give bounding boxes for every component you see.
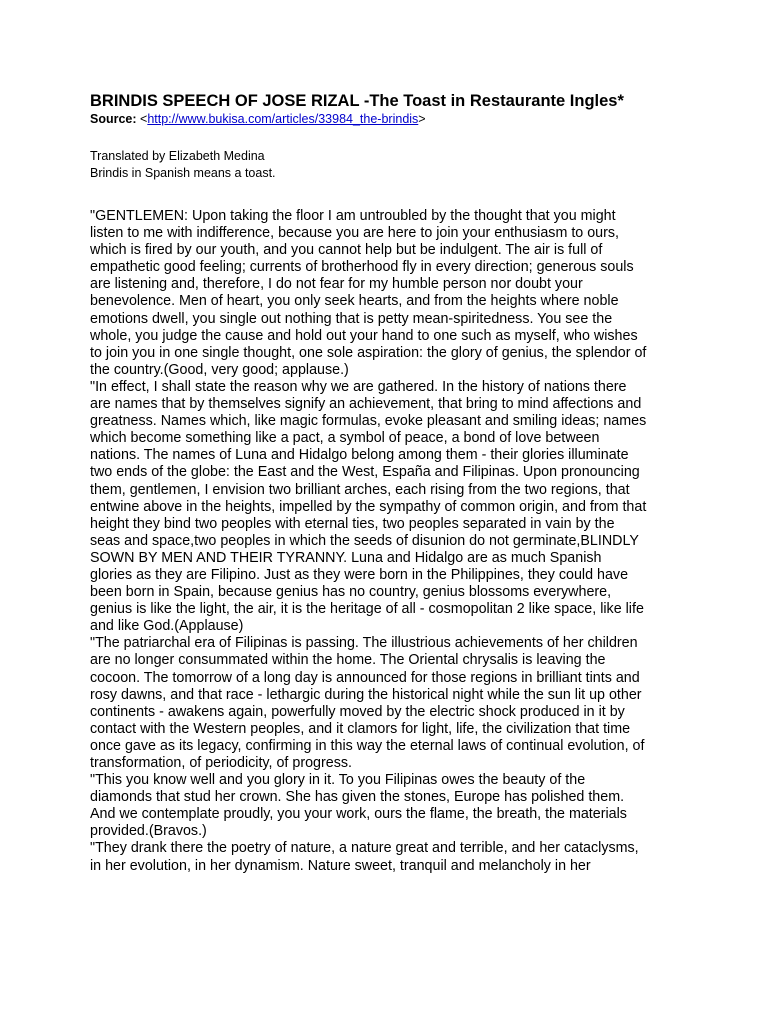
speech-line: the country.(Good, very good; applause.) (90, 361, 349, 378)
speech-line: in her evolution, in her dynamism. Nature sweet, tranquil and melancholy in her (90, 857, 591, 874)
translator-credit: Translated by Elizabeth Medina (90, 149, 265, 163)
speech-line: cocoon. The tomorrow of a long day is announced for those regions in brilliant tints and (90, 669, 640, 686)
speech-line: greatness. Names which, like magic formulas, evoke pleasant and smiling ideas; names (90, 413, 647, 430)
speech-line: empathetic good feeling; currents of brotherhood fly in every direction; generous souls (90, 259, 634, 276)
speech-line: "GENTLEMEN: Upon taking the floor I am untroubled by the thought that you might (90, 208, 616, 224)
speech-line: And we contemplate proudly, you your work, ours the flame, the breath, the materials (90, 806, 627, 823)
document-page (90, 91, 690, 875)
speech-line: seas and space,two peoples in which the seeds of disunion do not germinate,BLINDLY (90, 532, 639, 549)
speech-line: provided.(Bravos.) (90, 823, 207, 840)
source-label: Source: (90, 112, 137, 126)
speech-line: rosy dawns, and that race - lethargic during the historical night while the sun lit up other (90, 686, 642, 703)
speech-line: are no longer consummated within the home. The Oriental chrysalis is leaving the (90, 652, 606, 669)
speech-line: which is fired by our youth, and you cannot help but be indulgent. The air is full of (90, 242, 603, 259)
speech-line: "The patriarchal era of Filipinas is passing. The illustrious achievements of her children (90, 635, 638, 652)
speech-line: listen to me with indifference, because you are here to join your enthusiasm to ours, (90, 225, 620, 242)
speech-line: "They drank there the poetry of nature, a nature great and terrible, and her cataclysms, (90, 840, 639, 857)
speech-line: glories as they are Filipino. Just as they were born in the Philippines, they could have (90, 566, 629, 583)
speech-line: height they bind two peoples with eternal ties, two peoples separated in vain by the (90, 515, 615, 532)
speech-line: are listening and, therefore, I do not fear for my humble person nor doubt your (90, 276, 583, 293)
speech-body (90, 208, 682, 875)
speech-line: and like God.(Applause) (90, 618, 244, 635)
speech-line: "In effect, I shall state the reason why we are gathered. In the history of nations there (90, 378, 627, 395)
speech-line: diamonds that stud her crown. She has given the stones, Europe has polished them. (90, 789, 625, 806)
speech-line: which become something like a pact, a symbol of peace, a bond of love between (90, 430, 600, 447)
source-open-bracket: < (136, 112, 148, 126)
speech-line: been born in Spain, because genius has no country, genius blossoms everywhere, (90, 584, 612, 601)
speech-line: two ends of the globe: the East and the West, España and Filipinas. Upon pronouncing (90, 464, 640, 481)
speech-line: whole, you judge the cause and hold out your hand to one such as myself, who wishes (90, 327, 638, 344)
speech-line: once gave as its legacy, confirming in this way the eternal laws of continual evolution, of (90, 737, 645, 754)
document-title: BRINDIS SPEECH OF JOSE RIZAL -The Toast in Restaurante Ingles* (90, 92, 624, 110)
brindis-definition: Brindis in Spanish means a toast. (90, 166, 276, 180)
source-link[interactable]: http://www.bukisa.com/articles/33984_the-brindis (147, 112, 419, 126)
speech-line: emotions dwell, you single out nothing that is petty mean-spiritedness. You see the (90, 310, 613, 327)
source-close-bracket: > (418, 112, 426, 126)
speech-line: transformation, of periodicity, of progress. (90, 755, 352, 771)
speech-line: entwine above in the heights, impelled by the sympathy of common origin, and from that (90, 498, 647, 515)
speech-line: to join you in one single thought, one sole aspiration: the glory of genius, the splendor of (90, 344, 647, 361)
speech-line: are names that by themselves signify an achievement, that bring to mind affections and (90, 396, 642, 413)
speech-line: genius is like the light, the air, it is the heritage of all - cosmopolitan 2 like space, like life (90, 601, 644, 618)
speech-line: nations. The names of Luna and Hidalgo belong among them - their glories illuminate (90, 447, 629, 464)
speech-line: them, gentlemen, I envision two brilliant arches, each rising from the two regions, that (90, 481, 630, 498)
translation-notes (90, 148, 690, 182)
speech-line: benevolence. Men of heart, you only seek hearts, and from the heights where noble (90, 293, 619, 310)
speech-line: contact with the Western peoples, and it clamors for light, life, the civilization that time (90, 720, 631, 737)
speech-line: SOWN BY MEN AND THEIR TYRANNY. Luna and Hidalgo are as much Spanish (90, 549, 602, 566)
source-line (90, 111, 690, 127)
speech-line: continents - awakens again, powerfully moved by the electric shock produced in it by (90, 703, 625, 720)
speech-line: "This you know well and you glory in it. To you Filipinas owes the beauty of the (90, 772, 586, 789)
